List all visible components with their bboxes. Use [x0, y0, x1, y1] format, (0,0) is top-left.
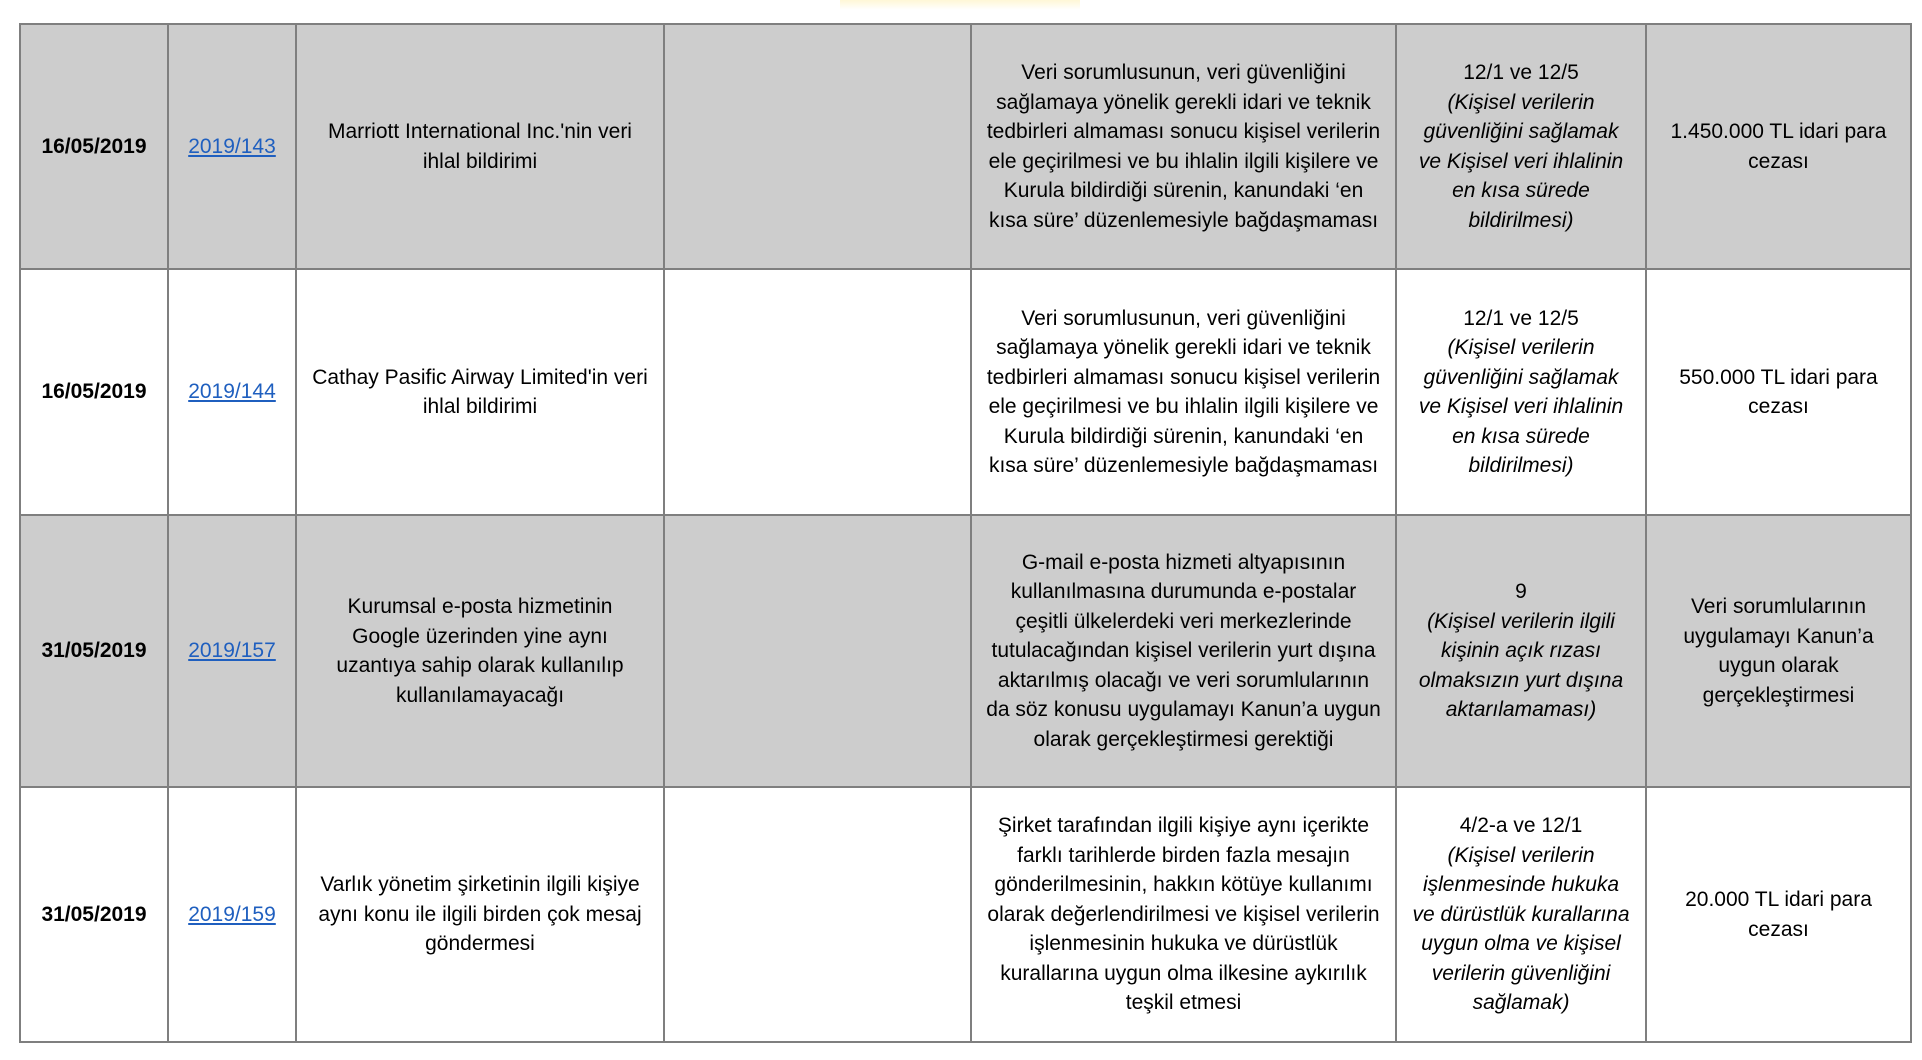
- decision-number-cell: [168, 269, 296, 515]
- article-description: (Kişisel verilerin güvenliğini sağlamak ve Kişisel veri ihlalinin en kısa sürede bildirilmesi): [1418, 336, 1624, 477]
- table-row: [20, 269, 1911, 515]
- sanction-cell: 1.450.000 TL idari para cezası: [1646, 24, 1911, 269]
- sanction-cell: 20.000 TL idari para cezası: [1646, 787, 1911, 1042]
- table-row: [20, 24, 1911, 269]
- empty-cell: [664, 269, 971, 515]
- sanction-cell: 550.000 TL idari para cezası: [1646, 269, 1911, 515]
- decision-link[interactable]: 2019/157: [188, 639, 276, 663]
- violation-cell: Veri sorumlusunun, veri güvenliğini sağlamaya yönelik gerekli idari ve teknik tedbirleri almaması sonucu kişisel verilerin ele geçirilmesi ve bu ihlalin ilgili kişilere ve Kurula bildirdiği sürenin, kanundaki ‘en kısa süre’ düzenlemesiyle bağdaşmaması: [971, 269, 1396, 515]
- table-row: [20, 515, 1911, 787]
- article-cell: [1396, 515, 1646, 787]
- article-number: 12/1 ve 12/5: [1463, 61, 1579, 84]
- article-cell: [1396, 269, 1646, 515]
- subject-cell: Marriott International Inc.'nin veri ihlal bildirimi: [296, 24, 664, 269]
- empty-cell: [664, 787, 971, 1042]
- date-cell: 31/05/2019: [20, 787, 168, 1042]
- decision-number-cell: [168, 515, 296, 787]
- date-cell: 31/05/2019: [20, 515, 168, 787]
- date-cell: 16/05/2019: [20, 24, 168, 269]
- date-cell: 16/05/2019: [20, 269, 168, 515]
- decision-link[interactable]: 2019/159: [188, 902, 276, 926]
- subject-cell: Varlık yönetim şirketinin ilgili kişiye aynı konu ile ilgili birden çok mesaj göndermesi: [296, 787, 664, 1042]
- subject-cell: Cathay Pasific Airway Limited'in veri ihlal bildirimi: [296, 269, 664, 515]
- sanction-cell: Veri sorumlularının uygulamayı Kanun’a uygun olarak gerçekleştirmesi: [1646, 515, 1911, 787]
- article-cell: [1396, 24, 1646, 269]
- decision-link[interactable]: 2019/143: [188, 134, 276, 158]
- empty-cell: [664, 515, 971, 787]
- article-number: 4/2-a ve 12/1: [1459, 814, 1583, 838]
- article-description: (Kişisel verilerin işlenmesinde hukuka ve dürüstlük kurallarına uygun olma ve kişisel verilerin güvenliğini sağlamak): [1412, 843, 1630, 1015]
- violation-cell: Şirket tarafından ilgili kişiye aynı içerikte farklı tarihlerde birden fazla mesajın gönderilmesinin, hakkın kötüye kullanımı olarak değerlendirilmesi ve kişisel verilerin işlenmesinin hukuka ve dürüstlük kurallarına uygun olma ilkesine aykırılık teşkil etmesi: [971, 787, 1396, 1042]
- decision-link[interactable]: 2019/144: [188, 380, 276, 404]
- article-description: (Kişisel verilerin güvenliğini sağlamak ve Kişisel veri ihlalinin en kısa sürede bildirilmesi): [1418, 90, 1624, 232]
- top-highlight: [840, 0, 1080, 10]
- article-description: (Kişisel verilerin ilgili kişinin açık rızası olmaksızın yurt dışına aktarılamaması): [1418, 609, 1624, 722]
- article-number: 12/1 ve 12/5: [1463, 306, 1579, 330]
- decisions-table: [19, 23, 1912, 1043]
- article-number: 9: [1515, 580, 1527, 604]
- violation-cell: G-mail e-posta hizmeti altyapısının kullanılmasına durumunda e-postalar çeşitli ülkelerdeki veri merkezlerinde tutulacağından kişisel verilerin yurt dışına aktarılmış olacağı ve veri sorumlularının da söz konusu uygulamayı Kanun’a uygun olarak gerçekleştirmesi gerektiği: [971, 515, 1396, 787]
- decision-number-cell: [168, 24, 296, 269]
- table-row: [20, 787, 1911, 1042]
- decision-number-cell: [168, 787, 296, 1042]
- article-cell: [1396, 787, 1646, 1042]
- empty-cell: [664, 24, 971, 269]
- subject-cell: Kurumsal e-posta hizmetinin Google üzerinden yine aynı uzantıya sahip olarak kullanılıp kullanılamayacağı: [296, 515, 664, 787]
- violation-cell: Veri sorumlusunun, veri güvenliğini sağlamaya yönelik gerekli idari ve teknik tedbirleri almaması sonucu kişisel verilerin ele geçirilmesi ve bu ihlalin ilgili kişilere ve Kurula bildirdiği sürenin, kanundaki ‘en kısa süre’ düzenlemesiyle bağdaşmaması: [971, 24, 1396, 269]
